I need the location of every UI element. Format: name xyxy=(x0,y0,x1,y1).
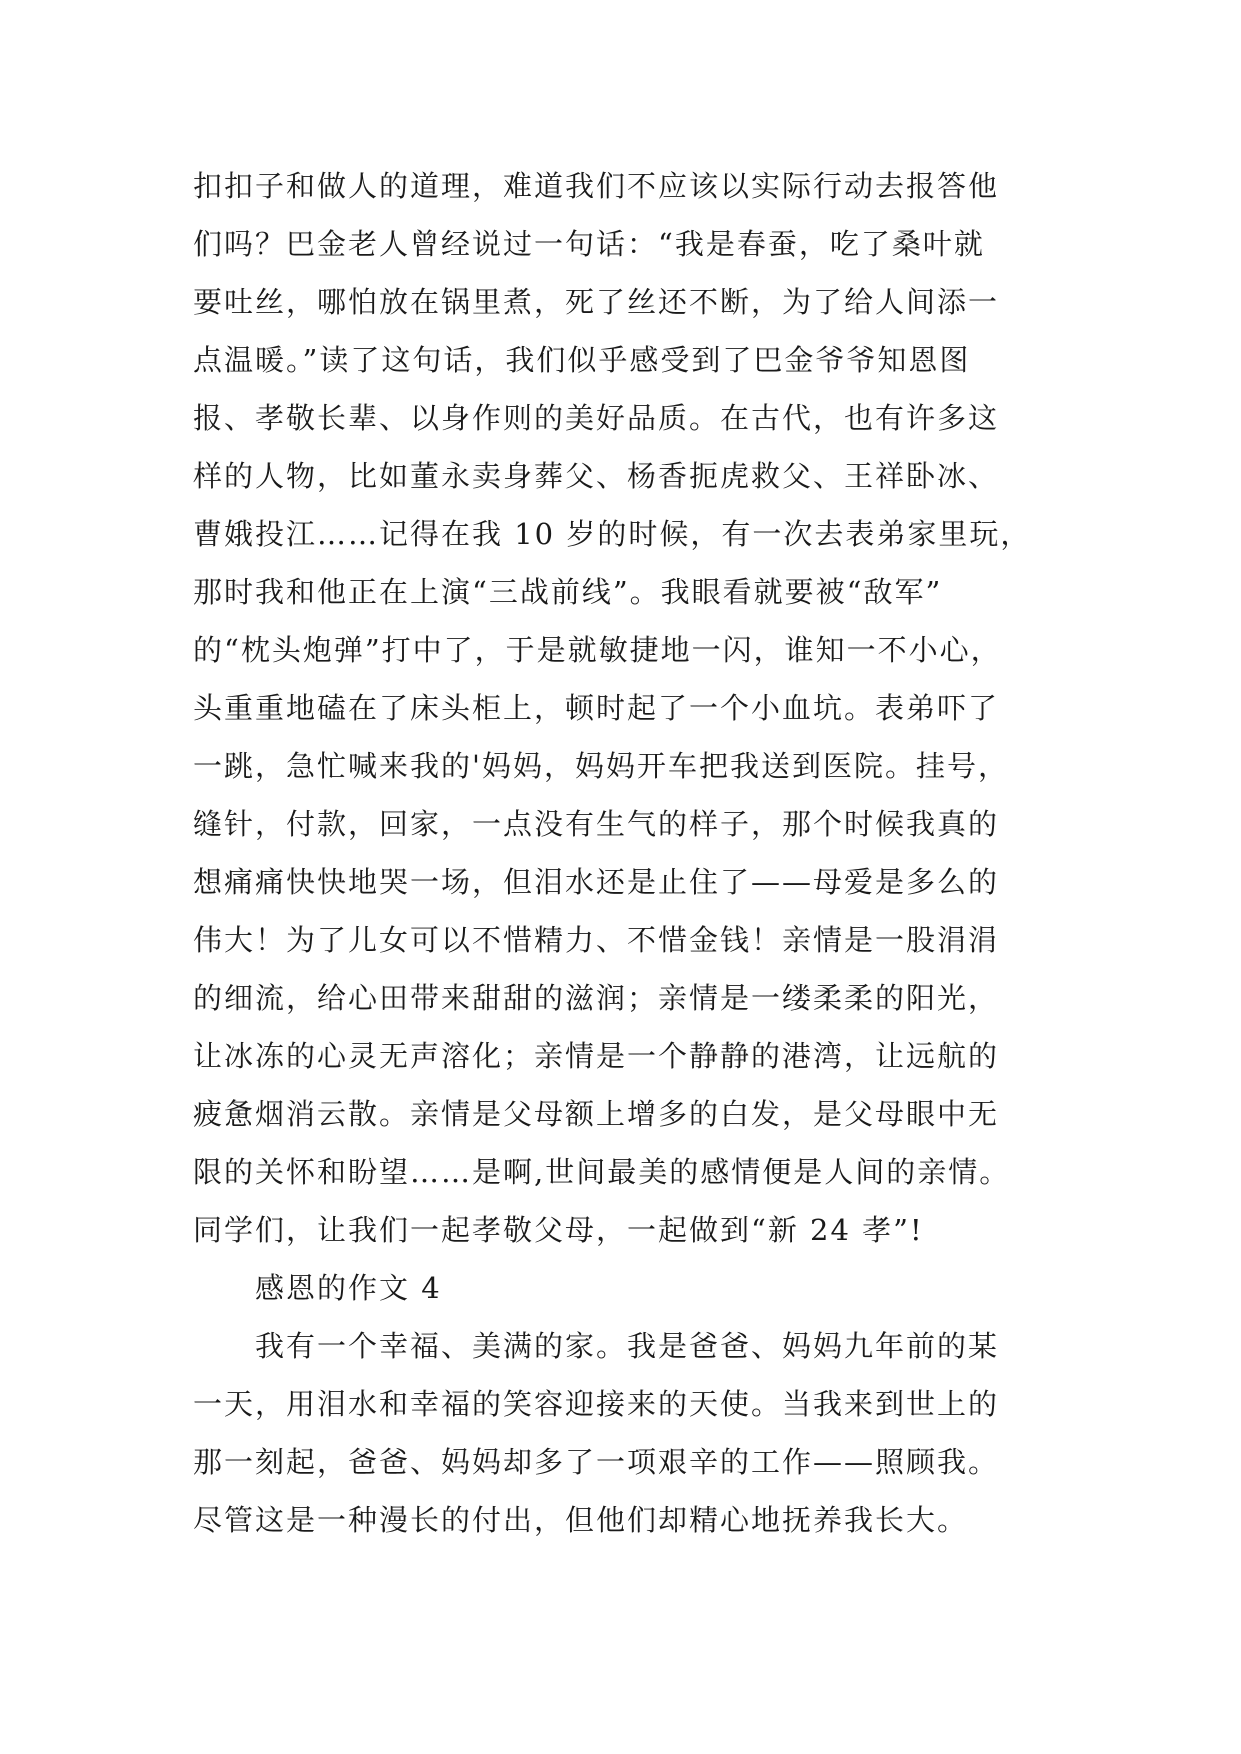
text-line: 伟大！为了儿女可以不惜精力、不惜金钱！亲情是一股涓涓 xyxy=(193,923,1000,957)
text-line: 一天，用泪水和幸福的笑容迎接来的天使。当我来到世上的 xyxy=(193,1387,1000,1421)
text-line: 报、孝敬长辈、以身作则的美好品质。在古代，也有许多这 xyxy=(193,401,1000,435)
text-line: 那时我和他正在上演“三战前线”。我眼看就要被“敌军” xyxy=(193,575,943,609)
text-line: 的细流，给心田带来甜甜的滋润；亲情是一缕柔柔的阳光， xyxy=(193,981,1000,1015)
text-line: 样的人物，比如董永卖身葬父、杨香扼虎救父、王祥卧冰、 xyxy=(193,459,1000,493)
text-line: 要吐丝，哪怕放在锅里煮，死了丝还不断，为了给人间添一 xyxy=(193,285,1000,319)
text-line: 曹娥投江……记得在我 10 岁的时候，有一次去表弟家里玩， xyxy=(193,517,1032,551)
text-line: 同学们，让我们一起孝敬父母，一起做到“新 24 孝”! xyxy=(193,1213,924,1247)
text-line: 我有一个幸福、美满的家。我是爸爸、妈妈九年前的某 xyxy=(255,1329,1000,1363)
text-line: 尽管这是一种漫长的付出，但他们却精心地抚养我长大。 xyxy=(193,1503,969,1537)
text-line: 想痛痛快快地哭一场，但泪水还是止住了——母爱是多么的 xyxy=(193,865,1000,899)
text-line: 那一刻起，爸爸、妈妈却多了一项艰辛的工作——照顾我。 xyxy=(193,1445,1000,1479)
text-line: 的“枕头炮弹”打中了，于是就敏捷地一闪，谁知一不小心， xyxy=(193,633,1002,667)
text-line: 们吗？巴金老人曾经说过一句话：“我是春蚕，吃了桑叶就 xyxy=(193,227,985,261)
text-line: 疲惫烟消云散。亲情是父母额上增多的白发，是父母眼中无 xyxy=(193,1097,1000,1131)
text-line: 扣扣子和做人的道理，难道我们不应该以实际行动去报答他 xyxy=(193,169,1000,203)
text-line: 让冰冻的心灵无声溶化；亲情是一个静静的港湾，让远航的 xyxy=(193,1039,1000,1073)
section-heading: 感恩的作文 4 xyxy=(255,1271,442,1305)
text-line: 缝针，付款，回家，一点没有生气的样子，那个时候我真的 xyxy=(193,807,1000,841)
text-line: 点温暖。”读了这句话，我们似乎感受到了巴金爷爷知恩图 xyxy=(193,343,971,377)
text-line: 头重重地磕在了床头柜上，顿时起了一个小血坑。表弟吓了 xyxy=(193,691,1000,725)
text-line: 限的关怀和盼望……是啊,世间最美的感情便是人间的亲情。 xyxy=(193,1155,1011,1189)
text-line: 一跳，急忙喊来我的'妈妈，妈妈开车把我送到医院。挂号， xyxy=(193,749,1009,783)
